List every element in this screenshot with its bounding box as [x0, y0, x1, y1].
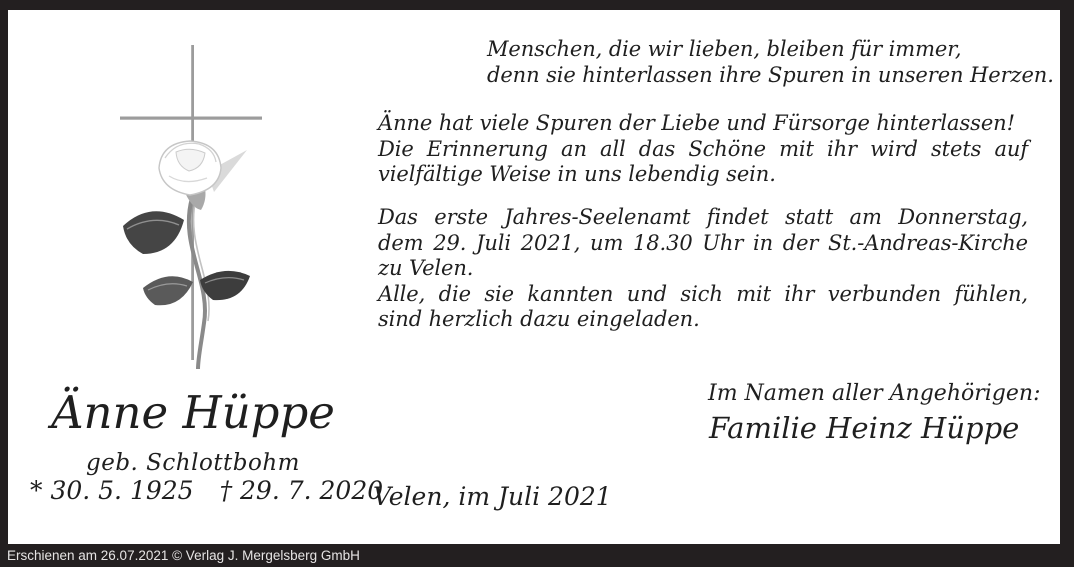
obituary-card — [8, 10, 1060, 544]
text-line: Alle, die sie kannten und sich mit ihr verbunden fühlen, — [378, 281, 1028, 306]
text-line: Die Erinnerung an all das Schöne mit ihr wird stets auf — [378, 136, 1028, 161]
service-announcement-paragraph — [378, 205, 1028, 333]
verse-line: denn sie hinterlassen ihre Spuren in unseren Herzen. — [487, 62, 1054, 87]
verse-line: Menschen, die wir lieben, bleiben für immer, — [487, 37, 962, 61]
maiden-name: geb. Schlottbohm — [85, 450, 300, 476]
text-line: sind herzlich dazu eingeladen. — [378, 307, 700, 332]
text-line: zu Velen. — [378, 256, 474, 281]
text-line: Änne hat viele Spuren der Liebe und Fürsorge hinterlassen! — [378, 111, 1015, 135]
rose-cross-image — [113, 40, 288, 370]
text-line: vielfältige Weise in uns lebendig sein. — [378, 162, 776, 187]
text-line: dem 29. Juli 2021, um 18.30 Uhr in der St.-Andreas-Kirche — [378, 230, 1028, 255]
death-date: † 29. 7. 2020 — [219, 476, 384, 505]
closing-intro: Im Namen aller Angehörigen: — [708, 381, 1041, 406]
text-line: Das erste Jahres-Seelenamt findet statt am Donnerstag, — [378, 205, 1028, 229]
publisher-footer-bar — [0, 544, 1074, 567]
closing-family-name: Familie Heinz Hüppe — [709, 411, 1020, 445]
tribute-paragraph — [378, 111, 1028, 188]
life-dates — [30, 476, 384, 505]
deceased-name: Änne Hüppe — [51, 386, 335, 439]
opening-verse — [378, 37, 1054, 88]
rose-icon — [123, 141, 250, 369]
place-and-date: Velen, im Juli 2021 — [373, 482, 612, 511]
publisher-footer-text: Erschienen am 26.07.2021 © Verlag J. Mergelsberg GmbH — [7, 548, 360, 563]
birth-date: * 30. 5. 1925 — [30, 476, 194, 505]
